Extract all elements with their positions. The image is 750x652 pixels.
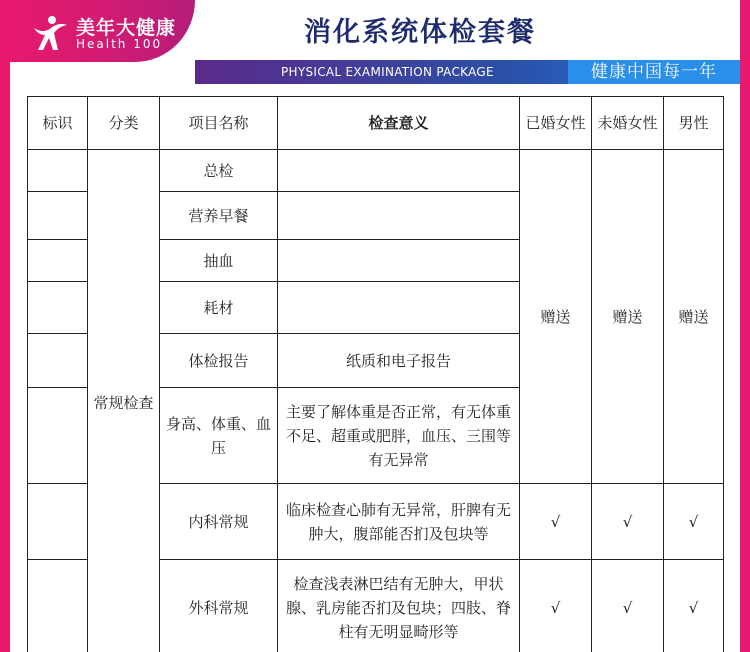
right-pink-border <box>740 0 750 652</box>
meaning-cell: 临床检查心肺有无异常，肝脾有无肿大，腹部能否扪及包块等 <box>278 484 520 560</box>
package-subtitle: PHYSICAL EXAMINATION PACKAGE <box>281 65 494 79</box>
package-table <box>27 96 724 652</box>
mark-cell <box>28 192 88 240</box>
page-title: 消化系统体检套餐 <box>304 17 536 48</box>
unmarried-female-check: √ <box>592 560 664 652</box>
header-male: 男性 <box>664 97 724 150</box>
item-cell: 抽血 <box>160 240 278 282</box>
mark-cell <box>28 240 88 282</box>
category-cell: 常规检查 <box>88 150 160 652</box>
header-item: 项目名称 <box>160 97 278 150</box>
meaning-cell: 纸质和电子报告 <box>278 334 520 388</box>
meaning-cell <box>278 150 520 192</box>
logo-block <box>0 0 195 62</box>
slogan: 健康中国每一年 <box>568 60 740 84</box>
header <box>0 0 750 85</box>
unmarried-female-gift: 赠送 <box>592 150 664 484</box>
mark-cell <box>28 282 88 334</box>
married-female-gift: 赠送 <box>520 150 592 484</box>
logo-text-en: Health 100 <box>76 37 163 51</box>
male-check: √ <box>664 560 724 652</box>
married-female-check: √ <box>520 484 592 560</box>
header-category: 分类 <box>88 97 160 150</box>
male-gift: 赠送 <box>664 150 724 484</box>
meaning-cell <box>278 192 520 240</box>
header-married-female: 已婚女性 <box>520 97 592 150</box>
header-unmarried-female: 未婚女性 <box>592 97 664 150</box>
meaning-cell: 检查浅表淋巴结有无肿大，甲状腺、乳房能否扪及包块；四肢、脊柱有无明显畸形等 <box>278 560 520 652</box>
table-header-row <box>28 97 724 150</box>
mark-cell <box>28 334 88 388</box>
mark-cell <box>28 388 88 484</box>
header-meaning: 检查意义 <box>278 97 520 150</box>
male-check: √ <box>664 484 724 560</box>
item-cell: 耗材 <box>160 282 278 334</box>
table-row <box>28 150 724 192</box>
item-cell: 总检 <box>160 150 278 192</box>
item-cell: 体检报告 <box>160 334 278 388</box>
mark-cell <box>28 484 88 560</box>
item-cell: 身高、体重、血压 <box>160 388 278 484</box>
header-band <box>195 60 740 84</box>
item-cell: 营养早餐 <box>160 192 278 240</box>
meaning-cell <box>278 240 520 282</box>
married-female-check: √ <box>520 560 592 652</box>
item-cell: 外科常规 <box>160 560 278 652</box>
mark-cell <box>28 150 88 192</box>
meaning-cell: 主要了解体重是否正常，有无体重不足、超重或肥胖，血压、三围等有无异常 <box>278 388 520 484</box>
logo-text-cn: 美年大健康 <box>76 17 177 39</box>
logo-figure-icon <box>30 14 70 54</box>
header-mark: 标识 <box>28 97 88 150</box>
unmarried-female-check: √ <box>592 484 664 560</box>
meaning-cell <box>278 282 520 334</box>
item-cell: 内科常规 <box>160 484 278 560</box>
left-pink-border <box>0 0 10 652</box>
mark-cell <box>28 560 88 652</box>
